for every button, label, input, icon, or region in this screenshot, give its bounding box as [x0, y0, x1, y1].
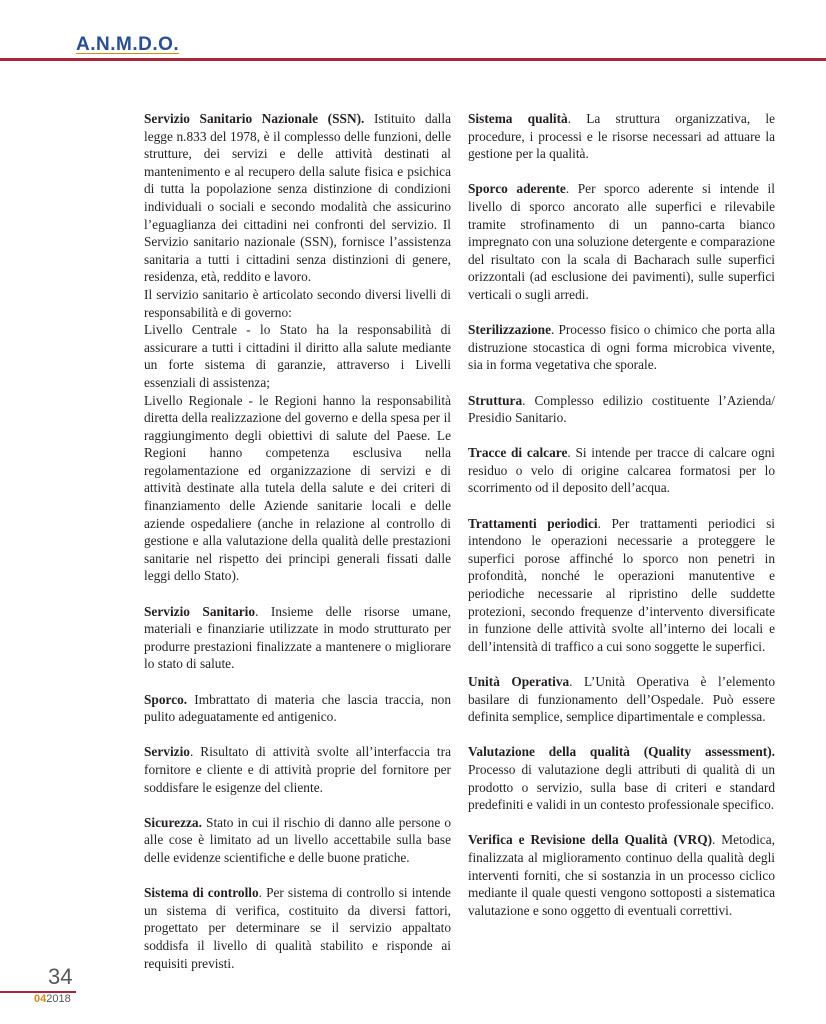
header-rule — [0, 58, 826, 61]
glossary-entry — [144, 603, 451, 673]
entry-text: Imbrattato di materia che lascia traccia, non pulito adeguatamente ed antigenico. — [144, 691, 451, 725]
entry-text: . La struttura organizzativa, le procedure, i processi e le risorse necessari ad attuare la gestione per la qualità. — [468, 111, 776, 162]
page-number: 34 — [48, 964, 73, 989]
journal-logo: A.N.M.D.O. — [76, 34, 180, 55]
entry-term: Verifica e Revisione della Qualità (VRQ) — [468, 832, 713, 848]
entry-term: Unità Operativa — [468, 674, 570, 689]
entry-text: Processo di valutazione degli attributi di qualità di un prodotto o servizio, sulla base di criteri e standard predefiniti e validi in un contesto professionale specifico. — [468, 761, 775, 813]
entry-paragraph — [144, 691, 451, 726]
entry-text: Istituito dalla legge n.833 del 1978, è il complesso delle funzioni, delle strutture, dei servizi e delle attività destinati al mantenimento e al recupero della salute fisica e psichica di tutta la popolazione senza distinzione di condizioni individuali o sociali e secondo modalità che assicurino l’eguaglianza dei cittadini nei confronti del servizio. Il Servizio sanitario nazionale (SSN), fornisce l’assistenza sanitaria a tutti i cittadini senza distinzioni di genere, residenza, età, reddito e lavoro. — [144, 111, 451, 285]
issue-label — [34, 993, 71, 1005]
entry-paragraph — [144, 603, 451, 673]
left-column — [144, 110, 451, 990]
entry-term: Sporco aderente — [468, 181, 566, 197]
entry-term: Sterilizzazione — [468, 322, 551, 338]
entry-text: . Si intende per tracce di calcare ogni residuo o velo di origine calcarea formatosi per lo scorrimento od il deposito dell’acqua. — [468, 445, 775, 496]
entry-paragraph — [144, 321, 451, 391]
entry-term: Tracce di calcare — [468, 445, 568, 461]
glossary-entry — [144, 884, 451, 972]
entry-paragraph — [468, 180, 775, 303]
entry-paragraph — [468, 515, 775, 656]
entry-text: Stato in cui il rischio di danno alle persone o alle cose è limitato ad un livello accettabile sulla base delle evidenze scientifiche e delle buone pratiche. — [144, 814, 451, 865]
issue-year: 2018 — [46, 993, 71, 1005]
glossary-entry — [468, 321, 775, 374]
entry-paragraph — [144, 743, 451, 796]
entry-term: Servizio Sanitario Nazionale (SSN). — [144, 111, 365, 126]
entry-term: Valutazione della qualità (Quality assessment). — [468, 744, 775, 760]
glossary-entry — [468, 392, 775, 427]
entry-paragraph — [468, 392, 775, 427]
glossary-entry — [468, 515, 775, 656]
glossary-entry — [144, 814, 451, 867]
entry-term: Servizio — [144, 744, 190, 760]
entry-paragraph — [468, 743, 775, 813]
glossary-entry — [468, 831, 775, 919]
entry-paragraph — [468, 444, 775, 497]
entry-text: . Per sistema di controllo si intende un sistema di verifica, costituito da diversi fattori, progettato per determinare se il servizio appaltato soddisfa il livello di qualità stabilito e risponde ai requisiti previsti. — [144, 885, 451, 971]
glossary-entry — [468, 743, 775, 813]
issue-number: 04 — [34, 993, 47, 1005]
glossary-entry — [468, 180, 775, 303]
right-column — [468, 110, 775, 937]
entry-text: . Per trattamenti periodici si intendono le operazioni necessarie a proteggere le superfici porose affinché lo sporco non penetri in profondità, nonché le operazioni manutentive e periodiche necessarie al ripristino delle suddette protezioni, secondo frequenze d’intervento diversificate in funzione delle attività svolte all’interno dei locali e dell’intensità di traffico a cui sono soggette le superfici. — [468, 515, 776, 654]
entry-paragraph — [144, 110, 451, 286]
entry-text: . Complesso edilizio costituente l’Azienda/ Presidio Sanitario. — [468, 392, 775, 426]
entry-paragraph — [468, 321, 775, 374]
glossary-entry — [144, 691, 451, 726]
entry-paragraph — [468, 110, 775, 163]
glossary-entry — [144, 110, 451, 585]
entry-paragraph — [468, 673, 775, 726]
entry-term: Sporco. — [144, 691, 188, 707]
entry-paragraph — [144, 814, 451, 867]
entry-term: Servizio Sanitario — [144, 603, 256, 619]
entry-text: . Insieme delle risorse umane, materiali e finanziarie utilizzate in modo strutturato per produrre prestazioni finalizzate a mantenere o migliorare lo stato di salute. — [144, 603, 451, 672]
entry-paragraph — [468, 831, 775, 919]
entry-text: . Per sporco aderente si intende il livello di sporco ancorato alle superfici e rilevabile tramite strofinamento di un panno-carta bianco impregnato con una soluzione detergente e comparazione del risultato con la scala di Bacharach sulle superfici orizzontali (ad esclusione dei pavimenti), sulle superfici verticali o sugli arredi. — [468, 181, 775, 302]
entry-text: Livello Regionale - le Regioni hanno la responsabilità diretta della realizzazione del governo e della spesa per il raggiungimento degli obiettivi di salute del Paese. Le Regioni hanno competenza esclusiva nella regolamentazione ed organizzazione di servizi e di attività destinate alla tutela della salute e dei criteri di finanziamento delle Aziende sanitarie locali e delle aziende ospedaliere (anche in relazione al controllo di gestione e alla valutazione della qualità delle prestazioni sanitarie nel rispetto dei principi generali fissati dalle leggi dello Stato). — [144, 392, 451, 584]
entry-text: . L’Unità Operativa è l’elemento basilare di funzionamento dell’Ospedale. Può essere definita semplice, semplice dipartimentale e complessa. — [468, 674, 776, 725]
entry-paragraph — [144, 884, 451, 972]
entry-paragraph — [144, 392, 451, 586]
entry-term: Sicurezza. — [144, 814, 202, 830]
glossary-entry — [468, 444, 775, 497]
page-header — [0, 0, 826, 62]
entry-text: . Risultato di attività svolte all’interfaccia tra fornitore e cliente e di attività proprie del fornitore per soddisfare le esigenze del cliente. — [144, 744, 451, 795]
entry-text: . Processo fisico o chimico che porta alla distruzione stocastica di ogni forma microbica vivente, sia in forma vegetativa che sporale. — [468, 322, 775, 373]
entry-term: Struttura — [468, 392, 523, 408]
entry-paragraph — [144, 286, 451, 321]
glossary-entry — [468, 110, 775, 163]
entry-term: Sistema di controllo — [144, 885, 259, 901]
entry-text: Il servizio sanitario è articolato secondo diversi livelli di responsabilità e di governo: — [144, 286, 451, 320]
entry-text: . Metodica, finalizzata al miglioramento continuo della qualità degli interventi forniti, che si sostanzia in un processo ciclico mediante il quale questi vengono sottoposti a sistematica valutazione e sono oggetto di eventuali correttivi. — [468, 832, 775, 918]
glossary-entry — [144, 743, 451, 796]
glossary-entry — [468, 673, 775, 726]
entry-text: Livello Centrale - lo Stato ha la responsabilità di assicurare a tutti i cittadini il diritto alla salute mediante un forte sistema di garanzie, attraverso i Livelli essenziali di assistenza; — [144, 322, 451, 390]
entry-term: Trattamenti periodici — [468, 515, 598, 531]
page-footer — [0, 964, 826, 1024]
entry-term: Sistema qualità — [468, 111, 568, 126]
